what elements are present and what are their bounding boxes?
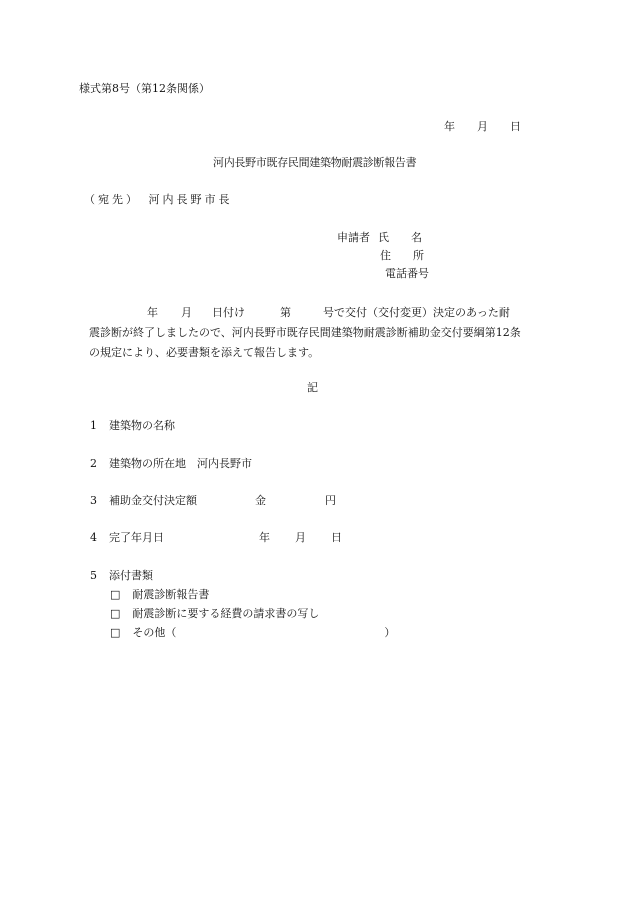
item-attachments — [90, 570, 153, 581]
item-label: 建築物の名称 — [109, 419, 175, 432]
addressee: （宛先） 河内長野市長 — [84, 193, 233, 206]
attachment-label: 耐震診断報告書 — [132, 588, 210, 601]
item-label: 完了年月日 — [109, 531, 164, 544]
document-title: 河内長野市既存民間建築物耐震診断報告書 — [213, 156, 417, 169]
item-number: 1 — [90, 419, 97, 432]
date-month: 月 — [477, 120, 488, 133]
ki-heading: 記 — [307, 381, 318, 394]
item-day: 日 — [331, 531, 342, 544]
checkbox-icon: □ — [110, 607, 121, 620]
item-completion-date — [90, 532, 342, 543]
body-line-1-rest: 号で交付（交付変更）決定のあった耐 — [323, 306, 510, 319]
applicant-label: 申請者 — [337, 231, 370, 244]
checkbox-icon: □ — [110, 626, 121, 639]
form-number: 様式第8号（第12条関係） — [79, 82, 210, 95]
item-month: 月 — [295, 531, 306, 544]
attachment-label: 耐震診断に要する経費の請求書の写し — [132, 607, 320, 620]
body-line-2: 震診断が終了しましたので、河内長野市既存民間建築物耐震診断補助金交付要綱第12条 — [89, 326, 521, 339]
applicant-name-row — [337, 232, 422, 243]
date-line — [444, 121, 521, 132]
checkbox-icon: □ — [110, 588, 121, 601]
body-year: 年 — [147, 306, 158, 319]
item-number: 5 — [90, 569, 97, 582]
item-year: 年 — [259, 531, 270, 544]
item-building-name — [90, 420, 175, 431]
applicant-name-label: 氏 名 — [378, 231, 422, 244]
applicant-phone-label: 電話番号 — [385, 267, 429, 280]
date-day: 日 — [510, 120, 521, 133]
item-kin: 金 — [255, 494, 266, 507]
attachment-diagnosis-report — [110, 589, 209, 600]
item-label: 建築物の所在地 — [109, 457, 186, 470]
date-year: 年 — [444, 120, 455, 133]
item-building-location — [90, 458, 252, 469]
item-label: 補助金交付決定額 — [109, 494, 197, 507]
body-line-1 — [89, 303, 549, 323]
attachment-close-paren: ） — [384, 626, 396, 639]
body-dai: 第 — [280, 306, 291, 319]
attachment-other — [110, 627, 395, 638]
body-date-suffix: 日付け — [212, 306, 245, 319]
item-value: 河内長野市 — [197, 457, 252, 470]
body-line-3: の規定により、必要書類を添えて報告します。 — [89, 346, 320, 359]
report-body — [89, 303, 549, 363]
applicant-address-label: 住 所 — [380, 249, 424, 262]
item-number: 4 — [90, 531, 97, 544]
body-month: 月 — [181, 306, 192, 319]
item-subsidy-amount — [90, 495, 336, 506]
item-label: 添付書類 — [109, 569, 153, 582]
item-yen: 円 — [325, 494, 336, 507]
attachment-invoice-copy — [110, 608, 319, 619]
attachment-label: その他（ — [132, 626, 177, 639]
item-number: 3 — [90, 494, 97, 507]
item-number: 2 — [90, 457, 97, 470]
